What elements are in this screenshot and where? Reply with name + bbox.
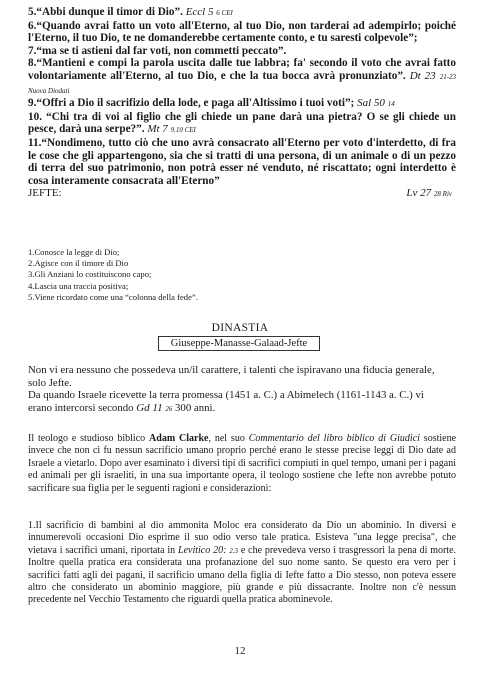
verse-11: 11.“Nondimeno, tutto ciò che uno avrà consacrato all'Eterno per voto d'interdetto, di fra le cose che gli appartengono, sia che si tratti di una persona, di un animale o di un pezzo di terra del suo patrimonio, non potrà esser né venduto, né riscattato; ogni interdetto è cosa interamente consacrata all'Eterno”: [28, 136, 456, 187]
work-title: Commentario del libro biblico di Giudici: [248, 433, 420, 444]
jefte-reference: Lv 27 28 Riv: [406, 187, 452, 200]
intro-paragraph-1: Non vi era nessuno che possedeva un/il carattere, i talenti che ispiravano una fiducia generale, solo Jefte.: [28, 364, 435, 389]
jefte-line: [28, 187, 456, 199]
list-item: 2.Agisce con il timore di Dio: [28, 258, 129, 269]
dinastia-heading: DINASTIA: [211, 322, 269, 334]
verse-6: 6.“Quando avrai fatto un voto all'Eterno, al tuo Dio, non tarderai ad adempirlo; poiché l'Eterno, il tuo Dio, te ne domanderebbe certamente conto, e tu saresti colpevole”;: [28, 19, 456, 45]
verse-10: 10. “Chi tra di voi al figlio che gli chiede un pane darà una pietra? O se gli chiede un pesce, darà una serpe?”. Mt 7 9.10 CEI: [28, 110, 456, 136]
clarke-paragraph: Il teologo e studioso biblico Adam Clarke, nel suo Commentario del libro biblico di Giudici sostiene invece che non ci fu nessun sacrificio umano proprio perché erano le stesse precise leggi di Dio date ad Israele a vietarlo. Dopo aver esaminato i diversi tipi di sacrifici compiuti in quel tempo, umani per i pagani ed animali per gli israeliti, in una sua importante opera, il teologo sostiene che Iefte non avrebbe potuto sacrificare sua figlia per le seguenti ragioni e considerazioni:: [28, 433, 457, 494]
intro-paragraph-2: Da quando Israele ricevette la terra promessa (1451 a. C.) a Abimelech (1161-1143 a. C.) vi erano intercorsi secondo Gd 11 26 300 anni.: [28, 389, 424, 414]
point-1-paragraph: 1.Il sacrificio di bambini al dio ammonita Moloc era considerato da Dio un abominio. In diversi e innumerevoli occasioni Dio esprime il suo odio verso tale pratica. Esisteva "una legge precisa", che vietava i sacrifici umani, riportata in Levitico 20: 2.3 e che prevedeva verso i trasgressori la pena di morte. Inoltre quella pratica era considerata una profanazione del suo nome santo. Se questo era vero per i sacrifici fatti agli dei pagani, il sacrificio umano della figlia di Iefte fatto a Dio stesso, non poteva essere altro che considerato un abominio maggiore, più grande e più dissacrante. Inoltre non c'è nessun precedente nel Vecchio Testamento che riguardi quella pratica abominevole.: [28, 520, 457, 606]
list-item: 3.Gli Anziani lo costituiscono capo;: [28, 269, 152, 280]
verse-5: 5.“Abbi dunque il timor di Dio”. Eccl 5 6 CEI: [28, 6, 233, 18]
intro-paragraphs: [28, 364, 448, 415]
list-item: 5.Viene ricordato come una “colonna della fede”.: [28, 291, 198, 302]
jefte-qualities-list: [28, 247, 448, 303]
bible-verses: [28, 6, 456, 199]
page-number: 12: [234, 645, 246, 657]
author-name: Adam Clarke: [149, 433, 209, 444]
list-item: 1.Conosce la legge di Dio;: [28, 247, 120, 257]
verse-8: 8.“Mantieni e compi la parola uscita dalle tue labbra; fa' secondo il voto che avrai fatto volontariamente all'Eterno, al tuo Dio, e che la tua bocca avrà pronunziato”. Dt 23 21-23 Nuova Diodati: [28, 57, 457, 95]
list-item: 4.Lascia una traccia positiva;: [28, 280, 129, 291]
verse-7: 7.“ma se ti astieni dal far voti, non commetti peccato”.: [28, 44, 287, 57]
dinastia-lineage-box: Giuseppe-Manasse-Galaad-Jefte: [158, 336, 320, 351]
jefte-label: JEFTE:: [28, 187, 62, 200]
verse-9: 9.“Offri a Dio il sacrifizio della lode, e paga all'Altissimo i tuoi voti”; Sal 50 14: [28, 97, 395, 110]
